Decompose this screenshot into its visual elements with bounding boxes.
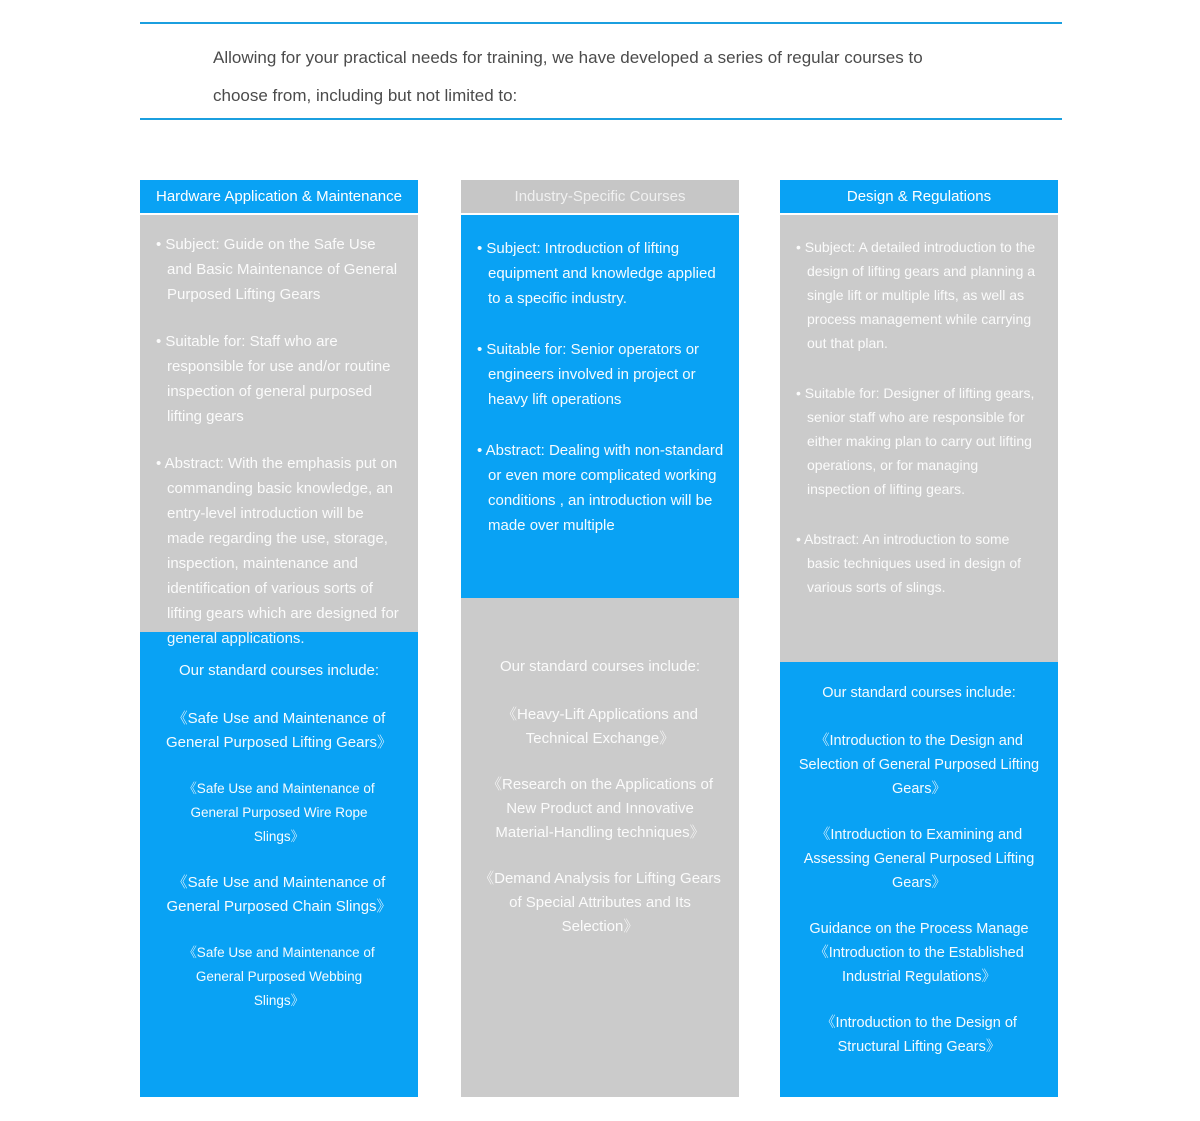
column-design-regulations (780, 180, 1058, 1097)
top-divider-line (140, 22, 1062, 24)
course-item: 《Introduction to Examining and Assessing General Purposed Lifting Gears》 (803, 827, 1035, 891)
course-item: Guidance on the Process Manage 《Introduction to the Established Industrial Regulations》 (809, 921, 1029, 985)
column-courses-panel (461, 598, 739, 1097)
course-item: 《Safe Use and Maintenance of General Purposed Wire Rope Slings》 (183, 781, 375, 844)
courses-title: Our standard courses include: (822, 685, 1016, 701)
bottom-divider-line (140, 118, 1062, 120)
course-item: 《Safe Use and Maintenance of General Purposed Lifting Gears》 (166, 710, 392, 751)
course-item: 《Research on the Applications of New Product and Innovative Material-Handling techniques》 (487, 776, 713, 841)
detail-abstract: • Abstract: With the emphasis put on commanding basic knowledge, an entry-level introduction will be made regarding the use, storage, inspection, maintenance and identification of various sorts of lifting gears which are designed for general applications. (156, 451, 404, 651)
column-details-panel (780, 215, 1058, 662)
column-header: Industry-Specific Courses (461, 180, 739, 213)
detail-abstract: • Abstract: Dealing with non-standard or even more complicated working conditions , an introduction will be made over multiple (477, 438, 725, 538)
course-item: 《Safe Use and Maintenance of General Purposed Chain Slings》 (166, 874, 392, 915)
column-hardware-application (140, 180, 418, 1097)
detail-suitable-for: • Suitable for: Designer of lifting gears, senior staff who are responsible for either making plan to carry out lifting operations, or for managing inspection of lifting gears. (796, 381, 1044, 501)
course-item: 《Safe Use and Maintenance of General Purposed Webbing Slings》 (183, 945, 375, 1008)
course-item: 《Demand Analysis for Lifting Gears of Special Attributes and Its Selection》 (479, 870, 721, 935)
detail-subject: • Subject: A detailed introduction to the design of lifting gears and planning a single lift or multiple lifts, as well as process management while carrying out that plan. (796, 235, 1044, 355)
courses-title: Our standard courses include: (178, 662, 380, 679)
detail-suitable-for: • Suitable for: Senior operators or engineers involved in project or heavy lift operations (477, 337, 725, 412)
course-item: 《Introduction to the Design of Structural Lifting Gears》 (821, 1015, 1017, 1055)
courses-title: Our standard courses include: (499, 658, 701, 675)
course-item: 《Heavy-Lift Applications and Technical Exchange》 (502, 706, 698, 747)
intro-text: Allowing for your practical needs for training, we have developed a series of regular courses to choose from, including but not limited to: (213, 48, 923, 105)
detail-subject: • Subject: Introduction of lifting equipment and knowledge applied to a specific industry. (477, 236, 725, 311)
column-details-panel (461, 215, 739, 598)
column-courses-panel (780, 662, 1058, 1097)
column-courses-panel (140, 632, 418, 1097)
detail-abstract: • Abstract: An introduction to some basic techniques used in design of various sorts of slings. (796, 527, 1044, 599)
column-details-panel (140, 215, 418, 647)
column-header: Hardware Application & Maintenance (140, 180, 418, 213)
detail-subject: • Subject: Guide on the Safe Use and Basic Maintenance of General Purposed Lifting Gears (156, 232, 404, 307)
column-industry-specific (461, 180, 739, 1097)
column-header: Design & Regulations (780, 180, 1058, 213)
course-item: 《Introduction to the Design and Selection of General Purposed Lifting Gears》 (798, 733, 1040, 797)
detail-suitable-for: • Suitable for: Staff who are responsible for use and/or routine inspection of general purposed lifting gears (156, 329, 404, 429)
